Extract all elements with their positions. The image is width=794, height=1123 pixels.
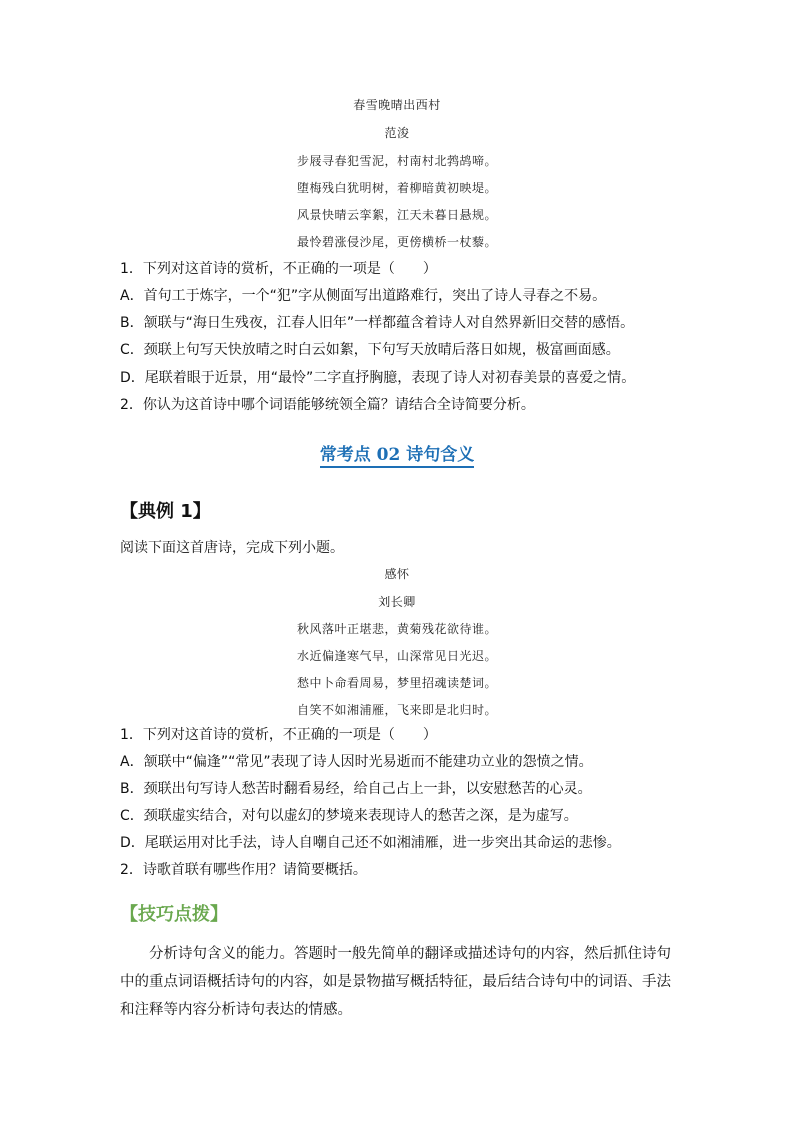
- answer-option-b: B．颈联出句写诗人愁苦时翻看易经，给自己占上一卦，以安慰愁苦的心灵。: [120, 781, 592, 797]
- tips-heading: 【技巧点拨】: [120, 904, 228, 925]
- poem-author: 刘长卿: [378, 595, 416, 609]
- poem-line: 愁中卜命看周易，梦里招魂读楚词。: [296, 676, 497, 690]
- example-intro: 阅读下面这首唐诗，完成下列小题。: [120, 540, 344, 556]
- poem-line: 步屐寻春犯雪泥，村南村北鹁鸪啼。: [296, 154, 497, 168]
- answer-option-d: D．尾联运用对比手法，诗人自嘲自己还不如湘浦雁，进一步突出其命运的悲惨。: [120, 835, 621, 851]
- example-heading: 【典例 1】: [120, 501, 211, 522]
- question-text: 1．下列对这首诗的赏析，不正确的一项是（ ）: [120, 727, 437, 743]
- answer-option-c: C．颈联上句写天快放晴之时白云如絮，下句写天放晴后落日如规，极富画面感。: [120, 342, 620, 358]
- answer-option-b: B．颔联与“海日生残夜，江春人旧年”一样都蕴含着诗人对自然界新旧交替的感悟。: [120, 315, 635, 331]
- answer-option-c: C．颈联虚实结合，对句以虚幻的梦境来表现诗人的愁苦之深，是为虚写。: [120, 808, 578, 824]
- poem-line: 最怜碧涨侵沙尾，更傍横桥一杖藜。: [296, 235, 497, 249]
- tips-body: 分析诗句含义的能力。答题时一般先简单的翻译或描述诗句的内容，然后抓住诗句中的重点词语概括诗句的内容，如是景物描写概括特征，最后结合诗句中的词语、手法和注释等内容分析诗句表达的情感。: [120, 946, 671, 1018]
- poem-title: 感怀: [384, 567, 410, 581]
- poem-line: 风景快晴云挛絮，江天未暮日悬规。: [296, 208, 497, 222]
- poem-line: 水近偏逢寒气早，山深常见日光迟。: [296, 649, 497, 663]
- poem-author: 范浚: [384, 126, 410, 140]
- poem-line: 堕梅残白犹明树，着柳暗黄初映堤。: [296, 181, 497, 195]
- answer-option-a: A．首句工于炼字，一个“犯”字从侧面写出道路难行，突出了诗人寻春之不易。: [120, 288, 607, 304]
- question-text: 2．诗歌首联有哪些作用？请简要概括。: [120, 862, 367, 878]
- poem-title: 春雪晚晴出西村: [353, 98, 441, 112]
- question-text: 2．你认为这首诗中哪个词语能够统领全篇？请结合全诗简要分析。: [120, 397, 535, 413]
- section-title-text: 常考点 02 诗句含义: [320, 445, 475, 468]
- answer-option-a: A．颔联中“偏逢”“常见”表现了诗人因时光易逝而不能建功立业的怨愤之情。: [120, 754, 593, 770]
- question-text: 1．下列对这首诗的赏析，不正确的一项是（ ）: [120, 261, 437, 277]
- poem-line: 自笑不如湘浦雁，飞来即是北归时。: [296, 703, 497, 717]
- poem-line: 秋风落叶正堪悲，黄菊残花欲待谁。: [296, 622, 497, 636]
- section-title: [0, 440, 794, 465]
- answer-option-d: D．尾联着眼于近景，用“最怜”二字直抒胸臆，表现了诗人对初春美景的喜爱之情。: [120, 370, 636, 386]
